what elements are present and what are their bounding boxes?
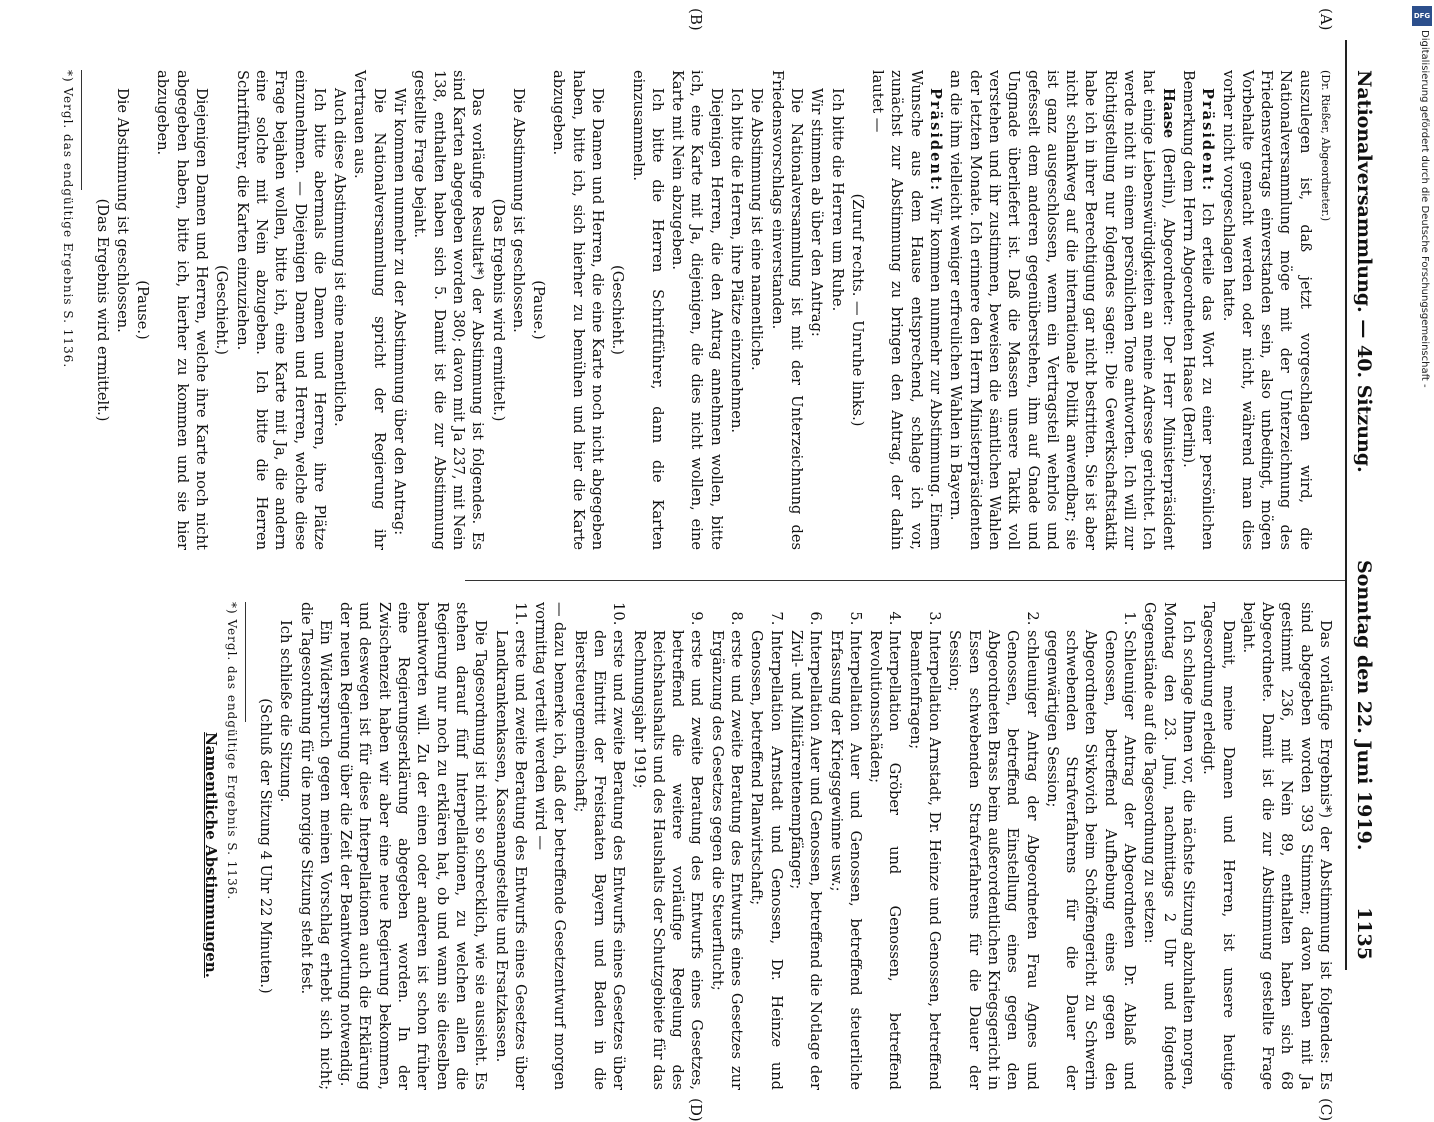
speaker-note: (Dr. Rießer, Abgeordneter.) xyxy=(1319,70,1332,222)
paragraph: Ich bitte die Herren Schriftführer, dann die Karten einzusammeln. xyxy=(629,70,666,550)
agenda-item: 6. Interpellation Auer und Genossen, betreffend die Notlage der Zivil- und Militärrentenempfänger; xyxy=(787,630,826,1090)
footnote-rule xyxy=(81,70,82,190)
column-divider xyxy=(465,580,1345,581)
paragraph: Die Tagesordnung ist nicht so schrecklich, wie sie aussieht. Es stehen darauf fünf Interpellationen, zu welchen allen die Regierung nur noch zu erklären hat, ob und wann sie dieselben beantworten will. Zu der einen oder anderen ist schon früher eine Regierungserklärung abgegeben worden. In der Zwischenzeit haben wir aber eine neue Regierung bekommen, und deswegen ist für diese Interpellationen auch die Erklärung der neuen Regierung über die Zeit der Beantwortung notwendig. xyxy=(337,602,490,1090)
paragraph-text: Wir kommen nunmehr zur Abstimmung. Einem Wunsche aus dem Hause entsprechend, schlage ich vor, zunächst zur Abstimmung zu bringen den Antrag, der dahin lautet — xyxy=(869,70,945,550)
paragraph xyxy=(946,70,1178,550)
credit-text: Digitalisierung gefördert durch die Deutsche Forschungsgemeinschaft - xyxy=(1419,30,1430,388)
margin-mark-b: (B) xyxy=(687,8,705,31)
paragraph: Ich schließe die Sitzung. xyxy=(277,620,295,803)
agenda-list-continued xyxy=(491,602,530,1090)
page-header xyxy=(1345,40,1399,970)
paragraph: Ich bitte abermals die Damen und Herren, ihre Plätze einzunehmen. — Diejenigen Damen und Herren, welche diese Frage bejahen wollen, bitte ich, eine Karte mit Ja, die andern eine solche mit Nein abzugeben. Ich bitte die Herren Schriftführer, die Karten einzuziehen. xyxy=(233,70,328,550)
speaker-name: Haase xyxy=(1159,88,1177,139)
stage-direction: (Pause.) xyxy=(134,280,152,340)
margin-mark-d: (D) xyxy=(687,1098,705,1122)
stage-direction: (Geschieht.) xyxy=(609,265,627,355)
motion-text: Die Nationalversammlung ist mit der Unterzeichnung des Friedensvorschlags einverstanden. xyxy=(768,70,805,550)
paragraph: Diejenigen Damen und Herren, welche ihre Karte noch nicht abgegeben haben, bitte ich, hierher zu kommen und sie hier abzugeben. xyxy=(154,70,211,550)
agenda-item: 9. erste und zweite Beratung des Entwurfs eines Gesetzes, betreffend die weitere vorläufige Regelung des Reichshaushalts und des Haushalts der Schutzgebiete für das Rechnungsjahr 1919; xyxy=(629,630,706,1090)
agenda-item: 4. Interpellation Gröber und Genossen, betreffend Revolutionsschäden; xyxy=(866,630,905,1090)
paragraph: Das vorläufige Resultat*) der Abstimmung ist folgendes. Es sind Karten abgegeben worden 380; davon mit Ja 237, mit Nein 138, enthalten haben sich 5. Damit ist die zur Abstimmung gestellte Frage bejaht. xyxy=(411,70,487,550)
section-heading: Namentliche Abstimmungen. xyxy=(202,732,221,978)
paragraph-text: (Berlin), Abgeordneter: Der Herr Ministerpräsident hat einige Liebenswürdigkeiten an meine Adresse gerichtet. Ich werde nicht in einem persönlichen Tone antworten. Ich will zur Richtigstellung nur folgendes sagen: Die Gewerkschaftstaktik habe ich in ihrer Berechtigung gar nicht bestritten. Sie ist aber nicht schlankweg auf die internationale Politik anwendbar; sie ist ganz ausgeschlossen, wenn ein Vertragsteil wehrlos und gefesselt dem anderen gegenüberstehen, ihm auf Gnade und Ungnade überliefert ist. Daß die Massen unsere Taktik voll verstehen und ihr zustimmen, beweisen die sämtlichen Wahlen der letzten Monate. Ich erinnere den Herrn Ministerpräsidenten an die ihm vielleicht weniger erfreulichen Wahlen in Bayern. xyxy=(947,70,1177,550)
agenda-item: 10. erste und zweite Beratung des Entwurfs eines Gesetzes über den Eintritt der Freistaaten Bayern und Baden in die Biersteuergemeinschaft; xyxy=(570,630,628,1090)
header-session: Nationalversammlung. — 40. Sitzung. xyxy=(1353,70,1375,473)
agenda-item: 3. Interpellation Arnstadt, Dr. Heinze und Genossen, betreffend Beamtenfragen; xyxy=(905,630,944,1090)
page-number: 1135 xyxy=(1353,907,1375,960)
digitization-credit xyxy=(1418,30,1432,590)
paragraph: auszulegen ist, daß jetzt vorgeschlagen wird, die Nationalversammlung möge mit der Unterzeichnung des Friedensvertrags einverstanden sein, also unbedingt, mögen Vorbehalte gemacht werden oder nicht, während man dies vorher nicht vorgeschlagen hatte. xyxy=(1219,70,1314,550)
agenda-item: 11. erste und zweite Beratung des Entwurfs eines Gesetzes über Landkrankenkassen, Kassenangestellte und Ersatzkassen. xyxy=(491,630,530,1090)
paragraph-text: Ich erteile das Wort zu einer persönlichen Bemerkung dem Herrn Abgeordneten Haase (Berlin). xyxy=(1179,70,1217,550)
margin-mark-c: (C) xyxy=(1317,1098,1335,1122)
footnote: *) Vergl. das endgültige Ergebnis S. 1136. xyxy=(224,602,239,901)
motion-text: Die Nationalversammlung spricht der Regierung ihr Vertrauen aus. xyxy=(351,70,388,550)
paragraph: Damit, meine Damen und Herren, ist unsere heutige Tagesordnung erledigt. xyxy=(1200,602,1237,1090)
right-column xyxy=(200,602,1335,1090)
paragraph: Die Damen und Herren, die eine Karte noch nicht abgegeben haben, bitte ich, sich hierher zu bemühen und hier die Karte abzugeben. xyxy=(550,70,607,550)
paragraph: Ich bitte die Herren um Ruhe. xyxy=(828,88,846,312)
paragraph: Wir stimmen ab über den Antrag: xyxy=(808,88,826,337)
paragraph: Ich bitte die Herren, ihre Plätze einzunehmen. xyxy=(728,88,746,433)
dfg-logo: DFG xyxy=(1412,6,1432,26)
agenda-item: 8. erste und zweite Beratung des Entwurfs eines Gesetzes zur Ergänzung des Gesetzes gegen die Steuerflucht; xyxy=(708,630,747,1090)
paragraph: Das vorläufige Ergebnis*) der Abstimmung ist folgendes: Es sind abgegeben worden 393 Stimmen; davon haben mit Ja gestimmt 236, mit Nein 89, enthalten haben sich 68 Abgeordnete. Damit ist die zur Abstimmung gestellte Frage bejaht. xyxy=(1239,602,1334,1090)
stage-direction: (Pause.) xyxy=(530,280,548,340)
stage-direction: (Das Ergebnis wird ermittelt.) xyxy=(93,198,111,422)
header-date: Sonntag den 22. Juni 1919. xyxy=(1353,560,1375,851)
agenda-item: 5. Interpellation Auer und Genossen, betreffend steuerliche Erfassung der Kriegsgewinne usw.; xyxy=(826,630,865,1090)
agenda-item: 1. Schleuniger Antrag der Abgeordneten Dr. Ablaß und Genossen, betreffend Aufhebung eines gegen den Abgeordneten Sivkovich beim Schöffengericht zu Schwerin schwebenden Strafverfahrens für die Dauer der gegenwärtigen Session; xyxy=(1043,630,1139,1090)
paragraph: Ein Widerspruch gegen meinen Vorschlag erhebt sich nicht; die Tagesordnung für die morgige Sitzung steht fest. xyxy=(297,602,334,1090)
paragraph: — dazu bemerke ich, daß der betreffende Gesetzentwurf morgen vormittag verteilt werden wird — xyxy=(532,602,569,1090)
paragraph xyxy=(1179,70,1218,550)
margin-mark-a: (A) xyxy=(1317,8,1335,31)
session-close-note: (Schluß der Sitzung 4 Uhr 22 Minuten.) xyxy=(256,698,274,994)
paragraph: Wir kommen nunmehr zu der Abstimmung über den Antrag: xyxy=(391,88,409,536)
paragraph: Die Abstimmung ist eine namentliche. xyxy=(748,88,766,371)
paragraph: Auch diese Abstimmung ist eine namentliche. xyxy=(331,88,349,427)
paragraph: Diejenigen Herren, die den Antrag annehmen wollen, bitte ich, eine Karte mit Ja, diejenigen, die dies nicht wollen, eine Karte mit Nein abzugeben. xyxy=(669,70,725,550)
left-column xyxy=(57,70,1335,550)
paragraph xyxy=(868,70,945,550)
footnote: *) Vergl. das endgültige Ergebnis S. 1136. xyxy=(61,70,76,369)
paragraph: Ich schlage Ihnen vor, die nächste Sitzung abzuhalten morgen, Montag den 23. Juni, nachmittags 2 Uhr und folgende Gegenstände auf die Tagesordnung zu setzen: xyxy=(1141,602,1197,1090)
speaker-name: Präsident: xyxy=(927,88,945,193)
interjection: (Zuruf rechts. — Unruhe links.) xyxy=(848,193,866,427)
stage-direction: (Geschieht.) xyxy=(213,265,231,355)
footnote-rule xyxy=(245,602,246,722)
paragraph: Die Abstimmung ist geschlossen. xyxy=(113,88,131,333)
agenda-list xyxy=(570,602,1139,1090)
paragraph: Die Abstimmung ist geschlossen. xyxy=(509,88,527,333)
rotated-page xyxy=(10,0,1405,1122)
agenda-item: 2. schleuniger Antrag der Abgeordneten Frau Agnes und Genossen, betreffend Einstellung eines gegen den Abgeordneten Brass beim außerordentlichen Kriegsgericht in Essen schwebenden Strafverfahrens für die Dauer der Session; xyxy=(945,630,1041,1090)
speaker-name: Präsident: xyxy=(1199,88,1217,193)
stage-direction: (Das Ergebnis wird ermittelt.) xyxy=(489,198,507,422)
agenda-item: 7. Interpellation Arnstadt und Genossen, Dr. Heinze und Genossen, betreffend Planwirtschaft; xyxy=(747,630,786,1090)
